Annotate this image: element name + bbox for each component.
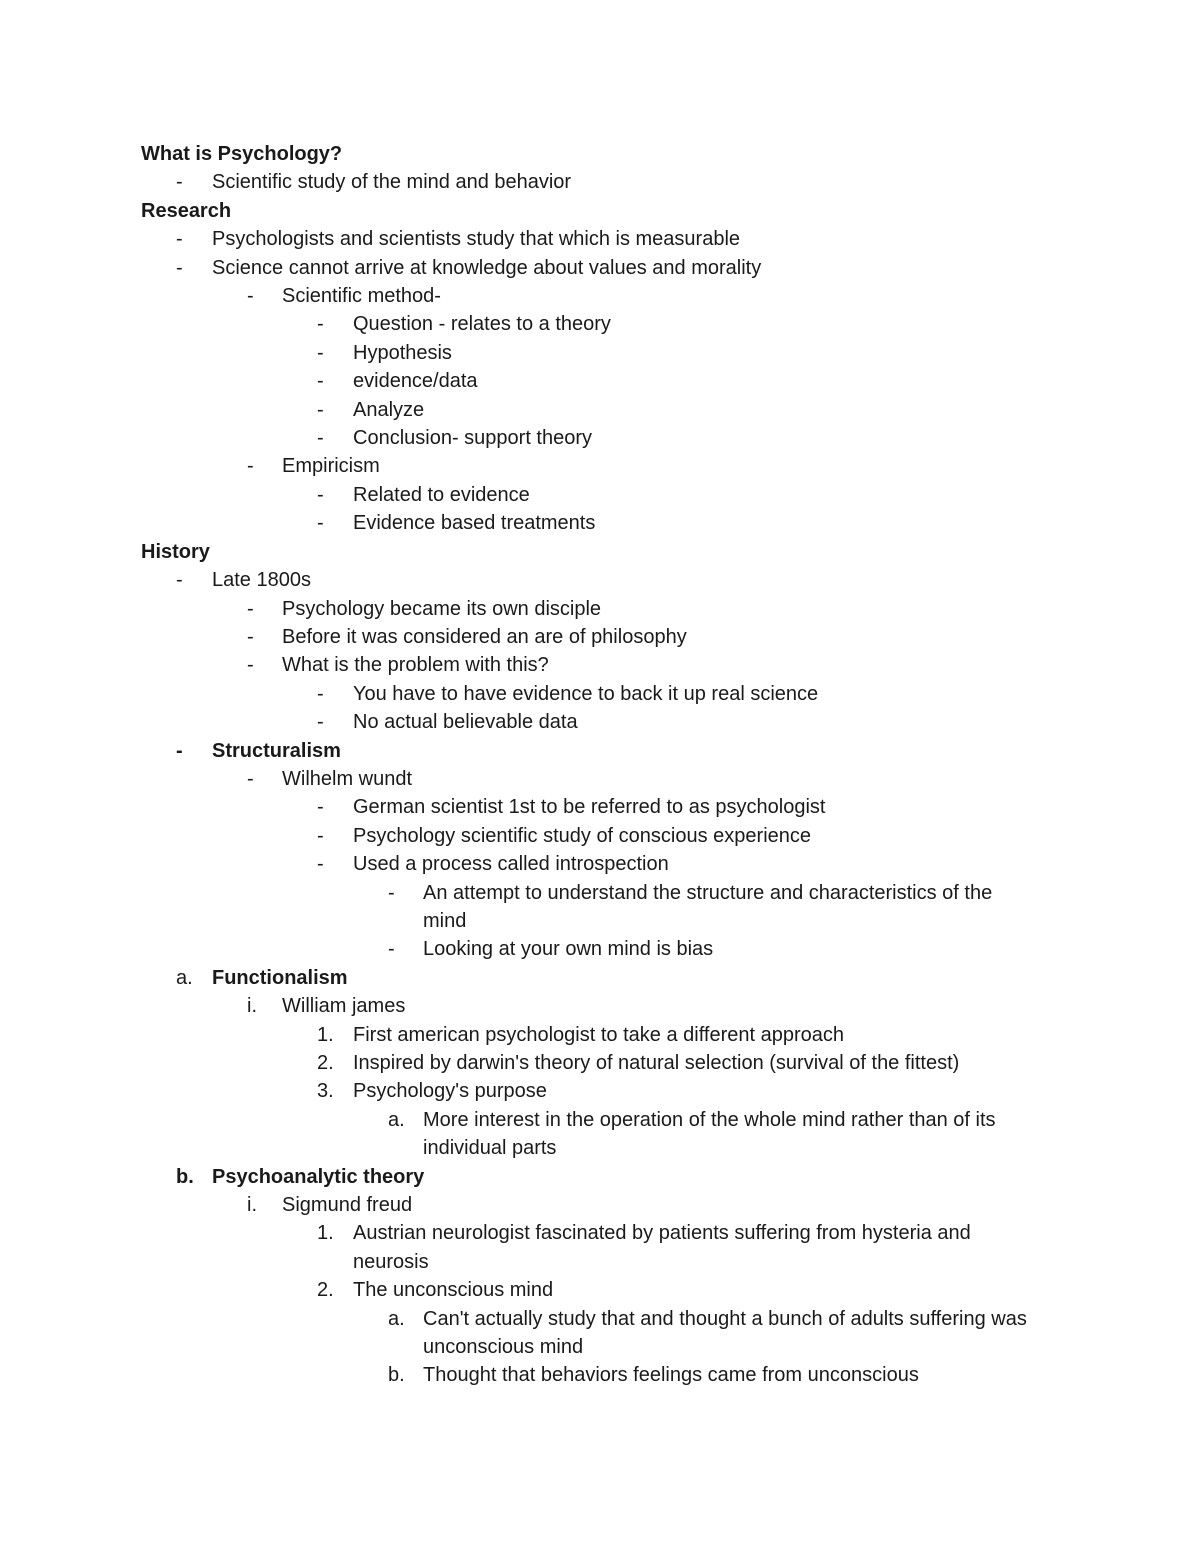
item-text: Empiricism: [282, 455, 380, 478]
outline-item: [141, 708, 1040, 736]
item-text: Scientific study of the mind and behavior: [212, 171, 572, 194]
outline-item: [141, 566, 1040, 594]
list-marker: -: [247, 285, 254, 308]
item-text: Psychology became its own disciple: [282, 597, 602, 620]
outline-item: [141, 793, 1040, 821]
outline-item: [141, 1361, 1040, 1389]
item-text: Inspired by darwin's theory of natural selection (survival of the fittest): [353, 1052, 960, 1074]
outline-item: [141, 1021, 1040, 1049]
list-marker: 1.: [317, 1222, 334, 1245]
item-text: The unconscious mind: [353, 1279, 554, 1302]
item-text: Thought that behaviors feelings came from unconscious: [423, 1364, 919, 1387]
list-marker: -: [317, 427, 324, 450]
list-marker: -: [317, 711, 324, 734]
outline-item: [141, 765, 1040, 793]
outline-item: [141, 1163, 1040, 1191]
item-text: More interest in the operation of the whole mind rather than of its individual parts: [423, 1108, 996, 1160]
list-marker: -: [317, 682, 324, 705]
outline-item: [141, 964, 1040, 992]
outline-item: [141, 396, 1040, 424]
item-text: Can't actually study that and thought a bunch of adults suffering was unconscious mind: [423, 1307, 1027, 1359]
outline-item: [141, 1276, 1040, 1304]
list-marker: -: [176, 569, 183, 592]
item-text: Question - relates to a theory: [353, 313, 611, 336]
list-marker: -: [317, 512, 324, 535]
list-marker: -: [317, 341, 324, 364]
outline-item: [141, 822, 1040, 850]
item-text: German scientist 1st to be referred to as psychologist: [353, 796, 826, 819]
item-text: Psychology's purpose: [353, 1080, 547, 1103]
item-text: Wilhelm wundt: [282, 767, 413, 790]
list-marker: -: [388, 881, 395, 904]
section-heading: [141, 197, 1040, 225]
list-marker: 1.: [317, 1023, 334, 1046]
heading-text: History: [141, 540, 210, 563]
item-text: You have to have evidence to back it up real science: [353, 682, 819, 705]
outline-item: [141, 1305, 1040, 1362]
item-text: Related to evidence: [353, 483, 530, 506]
list-marker: i.: [247, 995, 257, 1018]
outline-item: [141, 992, 1040, 1020]
list-marker: a.: [176, 966, 193, 989]
item-text: Psychology scientific study of conscious experience: [353, 824, 812, 847]
outline-item: [141, 1077, 1040, 1105]
outline-item: [141, 367, 1040, 395]
list-marker: b.: [176, 1165, 194, 1188]
list-marker: -: [317, 370, 324, 393]
list-marker: -: [388, 938, 395, 961]
outline-item: [141, 168, 1040, 196]
item-text: Science cannot arrive at knowledge about values and morality: [212, 256, 762, 279]
outline-item: [141, 452, 1040, 480]
list-marker: -: [317, 313, 324, 336]
item-text: Used a process called introspection: [353, 853, 669, 876]
outline-item: [141, 282, 1040, 310]
outline-item: [141, 623, 1040, 651]
item-text: Conclusion- support theory: [353, 427, 593, 450]
list-marker: -: [247, 654, 254, 677]
item-text: Scientific method-: [282, 285, 441, 308]
heading-text: Research: [141, 199, 232, 222]
item-text: Psychoanalytic theory: [212, 1165, 425, 1188]
item-text: Late 1800s: [212, 569, 311, 592]
item-text: evidence/data: [353, 370, 478, 393]
outline-item: [141, 424, 1040, 452]
item-text: William james: [282, 995, 406, 1018]
outline-item: [141, 595, 1040, 623]
list-marker: -: [247, 455, 254, 478]
list-marker: b.: [388, 1364, 405, 1387]
list-marker: -: [247, 597, 254, 620]
list-marker: -: [176, 739, 183, 762]
outline-item: [141, 1049, 1040, 1077]
list-marker: a.: [388, 1307, 405, 1330]
section-heading: [141, 140, 1040, 168]
list-marker: -: [247, 767, 254, 790]
item-text: Functionalism: [212, 966, 348, 989]
outline-item: [141, 680, 1040, 708]
outline-item: [141, 1219, 1040, 1276]
list-marker: 2.: [317, 1052, 334, 1074]
item-text: What is the problem with this?: [282, 654, 549, 677]
list-marker: -: [317, 398, 324, 421]
outline-item: [141, 1191, 1040, 1219]
outline-item: [141, 1106, 1040, 1163]
outline-item: [141, 850, 1040, 878]
list-marker: a.: [388, 1108, 405, 1131]
list-marker: -: [247, 625, 254, 648]
outline-item: [141, 737, 1040, 765]
item-text: Structuralism: [212, 739, 341, 762]
outline-item: [141, 879, 1040, 936]
list-marker: -: [317, 824, 324, 847]
list-marker: -: [176, 171, 183, 194]
item-text: Austrian neurologist fascinated by patients suffering from hysteria and neurosis: [353, 1222, 971, 1273]
list-marker: 2.: [317, 1279, 334, 1302]
list-marker: -: [317, 483, 324, 506]
document-body: [141, 140, 1061, 1390]
list-marker: -: [176, 256, 183, 279]
item-text: Evidence based treatments: [353, 512, 596, 535]
heading-text: What is Psychology?: [141, 143, 343, 165]
item-text: Before it was considered an are of philosophy: [282, 625, 687, 648]
outline-item: [141, 310, 1040, 338]
outline-item: [141, 339, 1040, 367]
item-text: First american psychologist to take a different approach: [353, 1023, 844, 1046]
item-text: Analyze: [353, 398, 425, 421]
item-text: Hypothesis: [353, 341, 452, 364]
outline-item: [141, 254, 1040, 282]
list-marker: -: [176, 228, 183, 251]
section-heading: [141, 538, 1040, 566]
list-marker: -: [317, 853, 324, 876]
outline-item: [141, 481, 1040, 509]
item-text: Looking at your own mind is bias: [423, 938, 714, 961]
list-marker: i.: [247, 1194, 257, 1217]
outline-item: [141, 935, 1040, 963]
outline-item: [141, 651, 1040, 679]
list-marker: -: [317, 796, 324, 819]
item-text: Psychologists and scientists study that which is measurable: [212, 228, 741, 251]
item-text: Sigmund freud: [282, 1194, 413, 1217]
outline-item: [141, 509, 1040, 537]
outline-item: [141, 225, 1040, 253]
item-text: No actual believable data: [353, 711, 578, 734]
item-text: An attempt to understand the structure and characteristics of the mind: [423, 881, 993, 932]
list-marker: 3.: [317, 1080, 334, 1103]
